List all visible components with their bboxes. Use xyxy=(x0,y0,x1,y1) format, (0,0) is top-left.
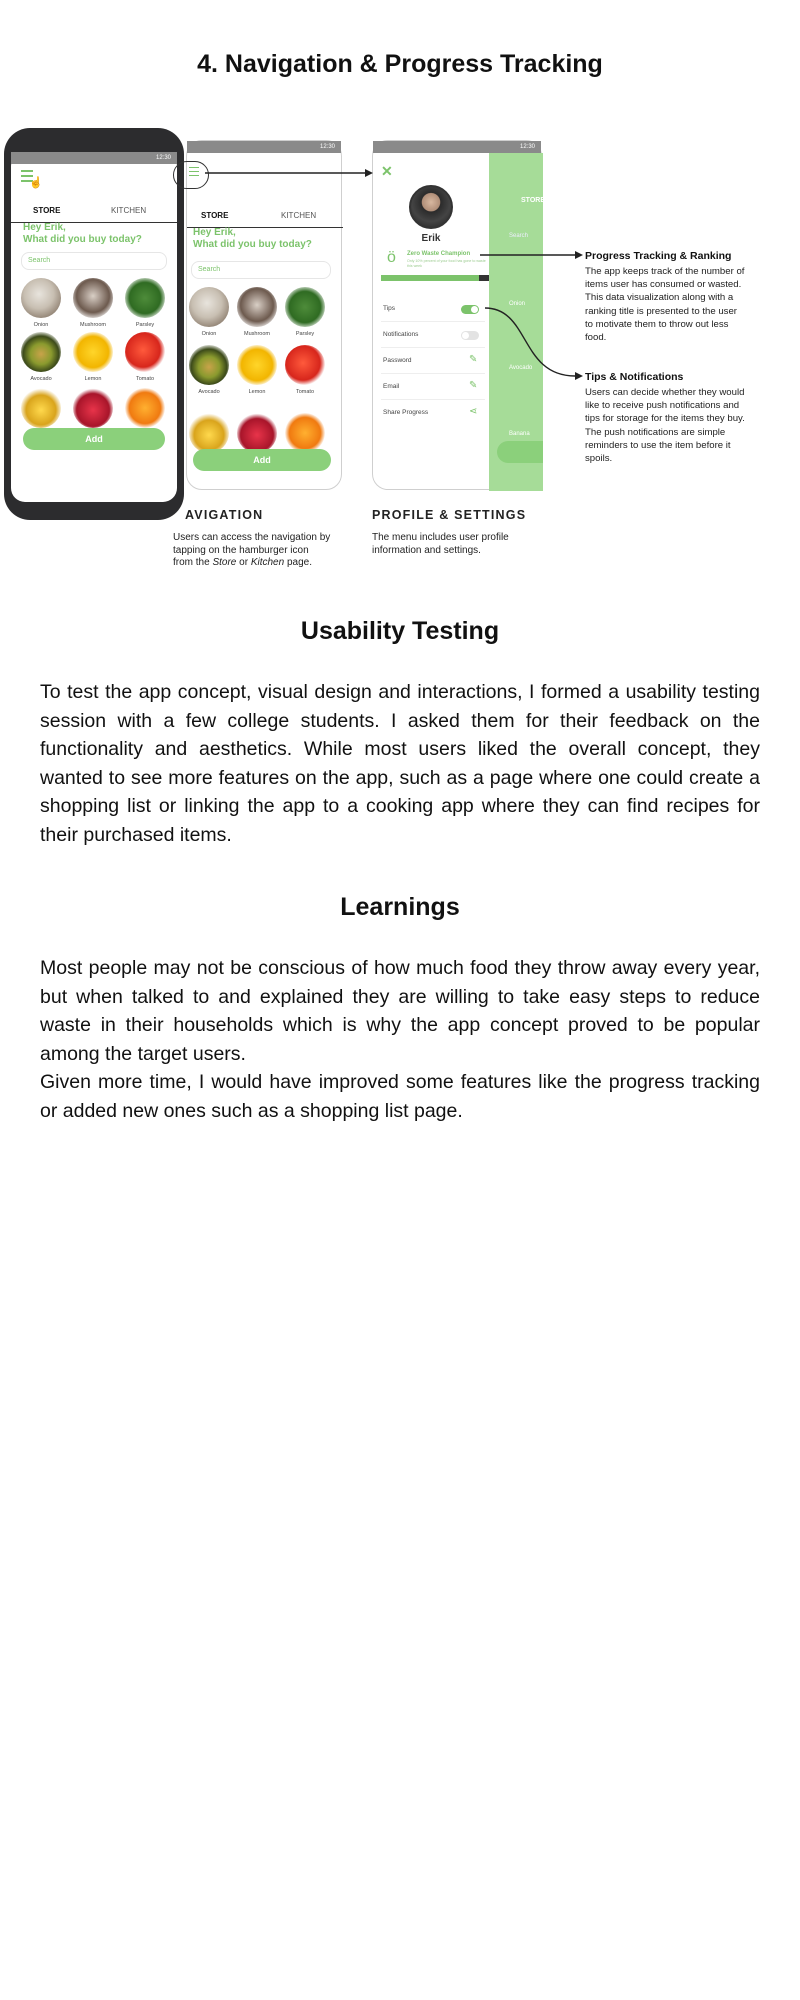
rank-title: Zero Waste Champion xyxy=(407,251,471,257)
greeting: Hey Erik, What did you buy today? xyxy=(23,222,142,245)
search-input[interactable]: Search xyxy=(21,252,167,270)
tips-text: Users can decide whether they would like to receive push notifications and tips for storage for the items they buy. The push notifications are simple reminders to use the item before it spoils. xyxy=(585,387,745,465)
progress-heading: Progress Tracking & Ranking xyxy=(585,250,732,262)
food-label: Parsley xyxy=(295,331,315,337)
food-label: Mushroom xyxy=(80,322,106,328)
pointer-cursor-icon: ☝ xyxy=(29,177,43,189)
food-label: Tomato xyxy=(295,389,315,395)
tips-heading: Tips & Notifications xyxy=(585,371,684,383)
profile-caption-heading: PROFILE & SETTINGS xyxy=(372,508,527,522)
setting-email: Email xyxy=(383,383,400,390)
food-label: Onion xyxy=(33,322,49,328)
food-label: Avocado xyxy=(198,389,220,395)
side-label-store: STORE xyxy=(521,197,545,204)
profile-caption-text: The menu includes user profile information and settings. xyxy=(372,532,509,556)
tab-kitchen[interactable]: KITCHEN xyxy=(111,206,147,215)
setting-share-progress: Share Progress xyxy=(383,409,429,416)
status-bar: 12:30 xyxy=(373,141,541,153)
side-label-banana: Banana xyxy=(509,431,530,437)
learnings-body: Most people may not be conscious of how much food they throw away every year, but when talked to and explained they are willing to take easy steps to reduce waste in their households which is why the app concept proved to be popular among the target users. Given more time, I would have improved some features like the progress tracking or added new ones such as a shopping list page. xyxy=(40,957,760,1122)
food-label: Mushroom xyxy=(244,331,270,337)
rank-subtitle: Only 10% percent of your food has gone to waste this week xyxy=(407,259,486,268)
annotation-arrows xyxy=(0,0,800,420)
status-bar: 12:30 xyxy=(11,152,177,164)
food-label: Tomato xyxy=(135,376,155,382)
setting-tips: Tips xyxy=(383,305,396,312)
food-label: Lemon xyxy=(84,376,102,382)
add-button[interactable]: Add xyxy=(193,449,331,471)
food-label: Onion xyxy=(201,331,217,337)
greeting: Hey Erik, What did you buy today? xyxy=(193,227,312,250)
status-bar: 12:30 xyxy=(187,141,341,153)
section-title: 4. Navigation & Progress Tracking xyxy=(197,50,603,78)
usability-body: To test the app concept, visual design and interactions, I formed a usability testing session with a few college students. I asked them for their feedback on the functionality and aesthetics. While most users liked the overall concept, they wanted to see more features on the app, such as a page where one could create a shopping list or linking the app to a cooking app where they can find recipes for their purchased items. xyxy=(40,681,760,846)
side-add-button xyxy=(497,441,543,463)
award-icon: ö xyxy=(387,249,396,266)
share-icon[interactable]: ⋖ xyxy=(469,406,478,417)
search-input[interactable]: Search xyxy=(191,261,331,279)
navigation-caption-text: Users can access the navigation by tapping on the hamburger icon from the Store or Kitchen page. xyxy=(173,532,331,568)
usability-heading: Usability Testing xyxy=(300,617,500,645)
setting-notifications: Notifications xyxy=(383,331,419,338)
food-label: Avocado xyxy=(30,376,52,382)
navigation-caption-heading: AVIGATION xyxy=(185,508,264,522)
tab-kitchen[interactable]: KITCHEN xyxy=(281,211,317,220)
close-icon[interactable]: ✕ xyxy=(381,163,393,179)
food-label: Parsley xyxy=(135,322,155,328)
setting-password: Password xyxy=(383,357,412,364)
side-label-onion: Onion xyxy=(509,301,526,307)
tab-store[interactable]: STORE xyxy=(33,206,61,215)
side-label-avocado: Avocado xyxy=(509,365,533,371)
tab-store[interactable]: STORE xyxy=(201,211,229,220)
edit-pencil-icon[interactable]: ✎ xyxy=(469,380,478,391)
progress-text: The app keeps track of the number of items user has consumed or wasted. This data visualization along with a ranking title is presented to the user to motivate them to throw out less food. xyxy=(585,266,745,344)
food-label: Lemon xyxy=(248,389,266,395)
profile-name: Erik xyxy=(421,233,441,244)
add-button[interactable]: Add xyxy=(23,428,165,450)
edit-pencil-icon[interactable]: ✎ xyxy=(469,354,478,365)
learnings-heading: Learnings xyxy=(340,893,460,921)
side-label-search: Search xyxy=(509,233,529,239)
